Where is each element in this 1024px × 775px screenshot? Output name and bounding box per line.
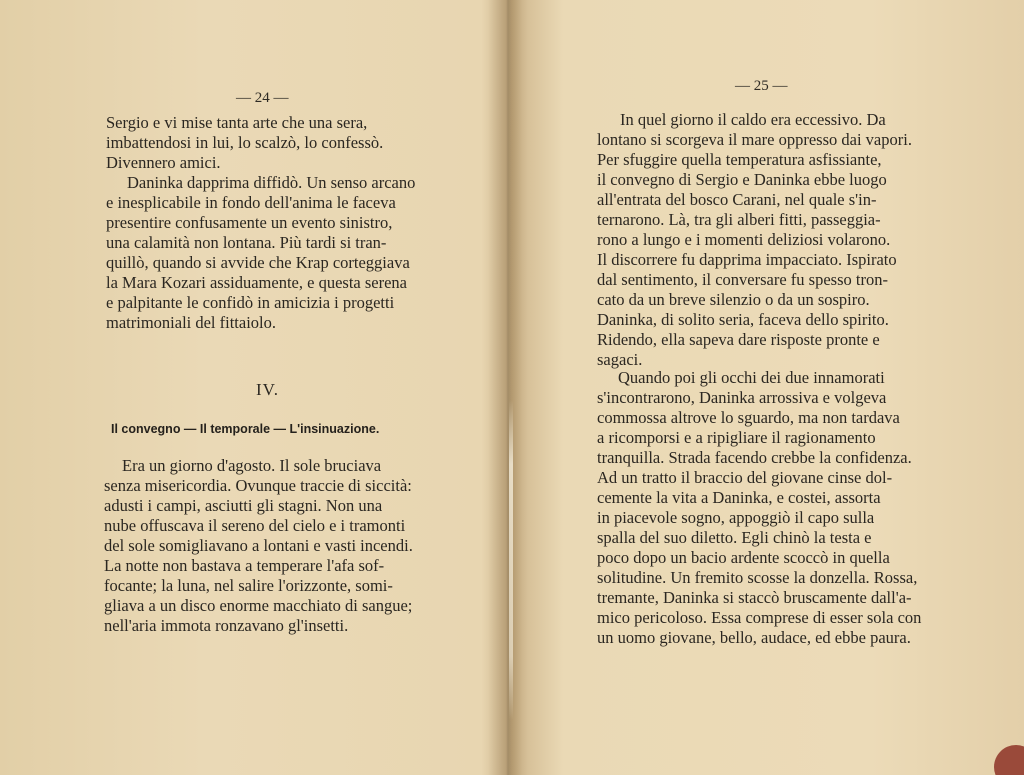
text-line: poco dopo un bacio ardente scoccò in quella [597,548,890,567]
right-page [507,0,1024,775]
text-line: lontano si scorgeva il mare oppresso dai vapori. [597,130,912,149]
fold-crease [509,400,513,720]
text-line: nell'aria immota ronzavano gl'insetti. [104,616,349,635]
chapter-title: Il convegno — Il temporale — L'insinuazione. [111,422,380,436]
text-line: imbattendosi in lui, lo scalzò, lo confessò. [106,133,384,152]
text-line: mico pericoloso. Essa comprese di esser sola con [597,608,922,627]
page-number: — 25 — [735,78,788,94]
text-line: matrimoniali del fittaiolo. [106,313,277,332]
text-line: dal sentimento, il conversare fu spesso tron- [597,270,888,289]
text-line: senza misericordia. Ovunque traccie di siccità: [104,476,412,495]
left-page [0,0,507,775]
page-number: — 24 — [236,90,289,106]
text-line: all'entrata del bosco Carani, nel quale s'in- [597,190,877,209]
text-line: In quel giorno il caldo era eccessivo. Da [620,110,886,129]
text-line: gliava a un disco enorme macchiato di sangue; [104,596,413,615]
text-line: Il discorrere fu dapprima impacciato. Ispirato [597,250,897,269]
text-line: sagaci. [597,350,643,369]
text-line: Divennero amici. [106,153,221,172]
text-line: del sole somigliavano a lontani e vasti incendi. [104,536,413,555]
text-line: Ridendo, ella sapeva dare risposte pronte e [597,330,880,349]
text-line: Quando poi gli occhi dei due innamorati [618,368,885,387]
text-line: Daninka dapprima diffidò. Un senso arcano [127,173,416,192]
text-line: cato da un breve silenzio o da un sospiro. [597,290,870,309]
text-line: in piacevole sogno, appoggiò il capo sulla [597,508,875,527]
text-line: tremante, Daninka si staccò bruscamente dall'a- [597,588,912,607]
text-line: una calamità non lontana. Più tardi si tran- [106,233,387,252]
text-line: nube offuscava il sereno del cielo e i tramonti [104,516,406,535]
text-line: Daninka, di solito seria, faceva dello spirito. [597,310,889,329]
text-line: presentire confusamente un evento sinistro, [106,213,393,232]
text-line: spalla del suo diletto. Egli chinò la testa e [597,528,872,547]
text-line: un uomo giovane, bello, audace, ed ebbe paura. [597,628,911,647]
text-line: La notte non bastava a temperare l'afa sof- [104,556,385,575]
text-line: a ricomporsi e a ripigliare il ragionamento [597,428,876,447]
text-line: s'incontrarono, Daninka arrossiva e volgeva [597,388,887,407]
text-line: e palpitante le confidò in amicizia i progetti [106,293,395,312]
text-line: il convegno di Sergio e Daninka ebbe luogo [597,170,887,189]
text-line: e inesplicabile in fondo dell'anima le faceva [106,193,396,212]
text-line: rono a lungo e i momenti deliziosi volarono. [597,230,891,249]
chapter-number: IV. [256,380,279,399]
book-gutter [488,0,528,775]
text-line: focante; la luna, nel salire l'orizzonte, somi- [104,576,393,595]
text-line: cemente la vita a Daninka, e costei, assorta [597,488,881,507]
text-line: Per sfuggire quella temperatura asfissiante, [597,150,882,169]
text-line: commossa altrove lo sguardo, ma non tardava [597,408,900,427]
text-line: la Mara Kozari assiduamente, e questa serena [106,273,407,292]
text-line: ternarono. Là, tra gli alberi fitti, passeggia- [597,210,881,229]
text-line: tranquilla. Strada facendo crebbe la confidenza. [597,448,912,467]
text-line: solitudine. Un fremito scosse la donzella. Rossa, [597,568,918,587]
text-line: quillò, quando si avvide che Krap corteggiava [106,253,410,272]
text-line: Sergio e vi mise tanta arte che una sera, [106,113,368,132]
text-line: adusti i campi, asciutti gli stagni. Non una [104,496,383,515]
text-line: Ad un tratto il braccio del giovane cinse dol- [597,468,893,487]
text-line: Era un giorno d'agosto. Il sole bruciava [122,456,382,475]
